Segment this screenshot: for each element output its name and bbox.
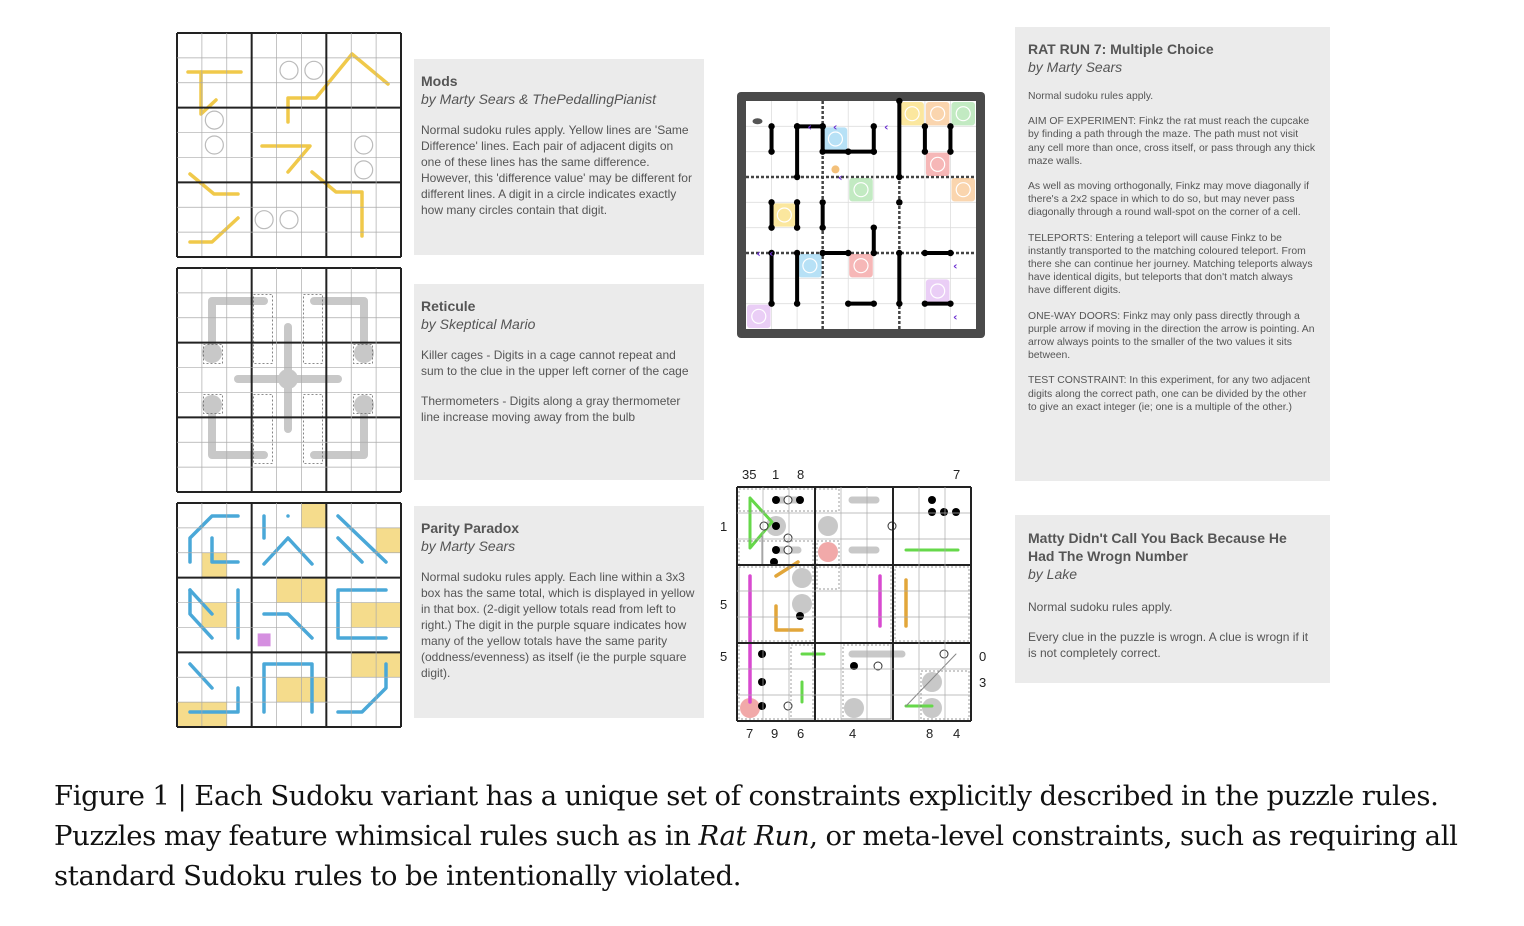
circle-clue	[355, 136, 373, 154]
gray-circle	[922, 698, 942, 718]
circle-clue	[255, 211, 273, 229]
wall-spot	[896, 98, 902, 104]
wall-spot	[845, 148, 851, 154]
caption-italic: Rat Run	[698, 820, 810, 852]
blue-line	[190, 590, 212, 614]
yellow-total-cell	[376, 528, 401, 553]
wall-spot	[794, 123, 800, 129]
wall-spot	[768, 123, 774, 129]
yellow-total-cell	[301, 677, 326, 702]
matty-rule: Every clue in the puzzle is wrogn. A clue is wrogn if it is not completely correct.	[1028, 630, 1312, 660]
wall-spot	[871, 148, 877, 154]
teleport-purple	[926, 279, 950, 302]
wall-spot	[819, 224, 825, 230]
thermometer-bulb	[278, 369, 298, 389]
wall-spot	[794, 250, 800, 256]
matty-bottom-clue: 8	[926, 726, 934, 741]
one-way-arrow-icon: ‹	[953, 259, 958, 273]
yellow-total-cell	[376, 652, 401, 677]
black-dot	[772, 546, 780, 554]
wall-spot	[768, 224, 774, 230]
wall-spot	[768, 148, 774, 154]
wall-spot	[896, 174, 902, 180]
one-way-arrow-icon: ‹	[832, 120, 838, 134]
wall-spot	[819, 250, 825, 256]
matty-bottom-clue: 6	[797, 726, 805, 741]
same-difference-line	[190, 174, 238, 194]
matty-grid	[736, 486, 972, 722]
parity-rule: Normal sudoku rules apply. Each line within a 3x3 box has the same total, which is displayed in yellow in that box. (2-digit yellow totals read from left to right.) The digit in the purple square indicates how many of the yellow totals have the same parity (oddness/evenness) as itself (ie the purple square digit).	[421, 570, 698, 680]
thermometer-bulb	[202, 343, 222, 363]
one-way-arrow-icon: ‹	[838, 171, 843, 184]
white-dot	[784, 546, 792, 554]
teleport-orange	[951, 178, 975, 201]
blue-line	[264, 614, 312, 638]
one-way-arrow-icon: ‹	[807, 120, 812, 134]
mods-title: Mods	[421, 73, 458, 89]
wall-spot	[794, 199, 800, 205]
blue-line	[264, 538, 312, 564]
yellow-total-cell	[202, 553, 227, 578]
ratrun-rules-card	[1015, 27, 1330, 481]
parity-author: by Marty Sears	[421, 538, 516, 554]
reticule-grid-svg	[176, 267, 402, 493]
wall-spot	[794, 224, 800, 230]
thermometer-line	[314, 405, 364, 455]
parity-grid	[176, 502, 402, 728]
gray-circle	[922, 672, 942, 692]
matty-bottom-clue: 7	[746, 726, 754, 741]
matty-bottom-clue: 9	[771, 726, 779, 741]
rat-icon	[753, 118, 763, 124]
wall-spot	[871, 123, 877, 129]
matty-author: by Lake	[1028, 566, 1078, 582]
teleport-red	[849, 254, 873, 277]
wall-spot	[819, 199, 825, 205]
ratrun-title: RAT RUN 7: Multiple Choice	[1028, 41, 1214, 57]
gray-circle	[792, 594, 812, 614]
wall-spot	[794, 300, 800, 306]
same-difference-line	[288, 54, 388, 122]
reticule-rules-card	[414, 284, 704, 480]
matty-bottom-clue: 4	[849, 726, 857, 741]
black-dot	[758, 678, 766, 686]
wall-spot	[819, 148, 825, 154]
wall-spot	[896, 250, 902, 256]
matty-right-clue: 0	[979, 649, 987, 664]
ratrun-rule: ONE-WAY DOORS: Finkz may only pass directly through a purple arrow if moving in the direction the arrow is pointing. An arrow always points to the smaller of the two values it sits between.	[1028, 310, 1318, 362]
ratrun-rule: TEST CONSTRAINT: In this experiment, for any two adjacent digits along the correct path, one can be divided by the other to give an exact integer (ie; one is a multiple of the other.)	[1028, 375, 1314, 413]
parity-rules-card	[414, 506, 704, 718]
wall-spot	[871, 300, 877, 306]
same-difference-line	[262, 146, 310, 172]
wall-spot	[947, 123, 953, 129]
matty-top-clue: 7	[953, 467, 961, 482]
black-dot	[772, 522, 780, 530]
teleport-red	[926, 153, 950, 176]
circle-clue	[280, 61, 298, 79]
gray-circle	[818, 516, 838, 536]
ratrun-grid	[736, 91, 986, 339]
matty-left-clue: 5	[720, 597, 728, 612]
wall-spot	[896, 199, 902, 205]
teleport-green	[849, 178, 873, 201]
wall-spot	[794, 174, 800, 180]
wall-spot	[947, 300, 953, 306]
white-dot	[940, 650, 948, 658]
reticule-grid	[176, 267, 402, 493]
thermometer-line	[314, 301, 364, 353]
circle-clue	[305, 61, 323, 79]
circle-clue	[205, 136, 223, 154]
wall-spot	[922, 300, 928, 306]
teleport-orange	[926, 102, 950, 125]
yellow-total-cell	[277, 677, 302, 702]
yellow-total-cell	[376, 603, 401, 628]
yellow-total-cell	[301, 503, 326, 528]
matty-left-clue: 5	[720, 649, 728, 664]
blue-line	[338, 538, 362, 562]
teleport-purple	[747, 305, 771, 328]
mods-rules-card	[414, 59, 704, 255]
black-dot	[928, 508, 936, 516]
black-dot	[940, 508, 948, 516]
black-dot	[952, 508, 960, 516]
black-dot	[772, 496, 780, 504]
blue-line	[190, 664, 212, 688]
wall-spot	[871, 250, 877, 256]
yellow-total-cell	[277, 578, 302, 603]
thermometer-bulb	[354, 395, 374, 415]
one-way-arrow-icon: ‹	[769, 247, 774, 260]
ratrun-rule: TELEPORTS: Entering a teleport will cause Finkz to be instantly transported to the matching coloured teleport. From there she can continue her journey. Matching teleports always have identical digits, but teleports that don't match always have different digits.	[1028, 232, 1316, 297]
thermometer-bulb	[354, 343, 374, 363]
ratrun-rule: AIM OF EXPERIMENT: Finkz the rat must reach the cupcake by finding a path through the maze. The path must not visit any cell more than once, cross itself, or pass through any thick maze walls.	[1028, 116, 1318, 167]
matty-right-clue: 3	[979, 675, 987, 690]
caption-text-end: , or meta-level constraints, such as requiring all standard Sudoku rules to be intentionally violated.	[54, 820, 1458, 892]
ratrun-rule: Normal sudoku rules apply.	[1028, 91, 1154, 102]
figure-caption	[54, 776, 1484, 896]
reticule-author: by Skeptical Mario	[421, 316, 536, 332]
matty-top-clue: 8	[797, 467, 805, 482]
white-dot	[784, 496, 792, 504]
wall-spot	[922, 148, 928, 154]
circle-clue	[355, 161, 373, 179]
circle-clue	[205, 111, 223, 129]
same-difference-line	[190, 218, 238, 242]
matty-title: Matty Didn't Call You Back Because He Had The Wrogn Number	[1028, 530, 1287, 564]
black-dot	[796, 612, 804, 620]
one-way-arrow-icon: ‹	[756, 247, 761, 260]
parity-grid-svg	[176, 502, 402, 728]
pink-circle	[818, 542, 838, 562]
reticule-title: Reticule	[421, 298, 476, 314]
gray-circle	[792, 568, 812, 588]
wall-spot	[871, 224, 877, 230]
ratrun-rule: As well as moving orthogonally, Finkz may move diagonally if there's a 2x2 space in which to do so, but may never pass diagonally through a round wall-spot on the corner of a cell.	[1028, 181, 1312, 219]
white-dot	[760, 522, 768, 530]
black-dot	[928, 496, 936, 504]
wall-spot	[845, 250, 851, 256]
yellow-total-cell	[351, 652, 376, 677]
one-way-arrow-icon: ‹	[953, 310, 958, 324]
matty-left-clue: 1	[720, 519, 728, 534]
matty-top-clue: 1	[772, 467, 780, 482]
mods-rule: Normal sudoku rules apply. Yellow lines are 'Same Difference' lines. Each pair of adjacent digits on one of these lines has the same difference. However, this 'difference value' may be different for different lines. A digit in a circle indicates exactly how many circles contain that digit.	[421, 123, 696, 217]
black-dot	[758, 650, 766, 658]
teleport-yellow	[773, 203, 797, 226]
yellow-total-cell	[301, 578, 326, 603]
ratrun-author: by Marty Sears	[1028, 59, 1123, 75]
black-dot	[758, 702, 766, 710]
circle-clue	[280, 211, 298, 229]
yellow-total-cell	[202, 702, 227, 727]
yellow-total-cell	[351, 603, 376, 628]
wall-spot	[768, 300, 774, 306]
one-way-arrow-icon: ‹	[884, 120, 889, 134]
ratrun-grid-svg	[736, 91, 986, 339]
teleport-blue	[798, 254, 822, 277]
wall-spot	[947, 148, 953, 154]
wall-spot	[819, 123, 825, 129]
black-dot	[796, 496, 804, 504]
matty-rules-card	[1015, 515, 1330, 683]
matty-top-clue: 35	[742, 467, 757, 482]
matty-grid-svg	[736, 486, 972, 722]
wall-spot	[922, 123, 928, 129]
purple-square	[258, 633, 271, 646]
caption-text: Figure 1 | Each Sudoku variant has a unique set of constraints explicitly described in the puzzle rules. Puzzles may feature whimsical rules such as in	[54, 780, 1439, 852]
mods-grid	[176, 32, 402, 258]
reticule-rule-killer: Killer cages - Digits in a cage cannot repeat and sum to the clue in the upper left corner of the cage	[421, 348, 689, 378]
matty-rule: Normal sudoku rules apply.	[1028, 600, 1173, 614]
wall-spot	[896, 300, 902, 306]
reticule-rule-thermo: Thermometers - Digits along a gray thermometer line increase moving away from the bulb	[421, 394, 684, 424]
gray-circle	[844, 698, 864, 718]
teleport-green	[951, 102, 975, 125]
wall-spot	[922, 250, 928, 256]
wall-spot	[768, 199, 774, 205]
yellow-total-cell	[177, 702, 202, 727]
matty-bottom-clue: 4	[953, 726, 961, 741]
thermometer-bulb	[202, 395, 222, 415]
thermometer-line	[212, 405, 264, 455]
mods-author: by Marty Sears & ThePedallingPianist	[421, 91, 656, 107]
wall-spot	[947, 250, 953, 256]
thermometer-line	[212, 301, 264, 353]
mods-grid-svg	[176, 32, 402, 258]
parity-title: Parity Paradox	[421, 520, 520, 536]
teleport-yellow	[900, 102, 924, 125]
wall-spot	[845, 300, 851, 306]
